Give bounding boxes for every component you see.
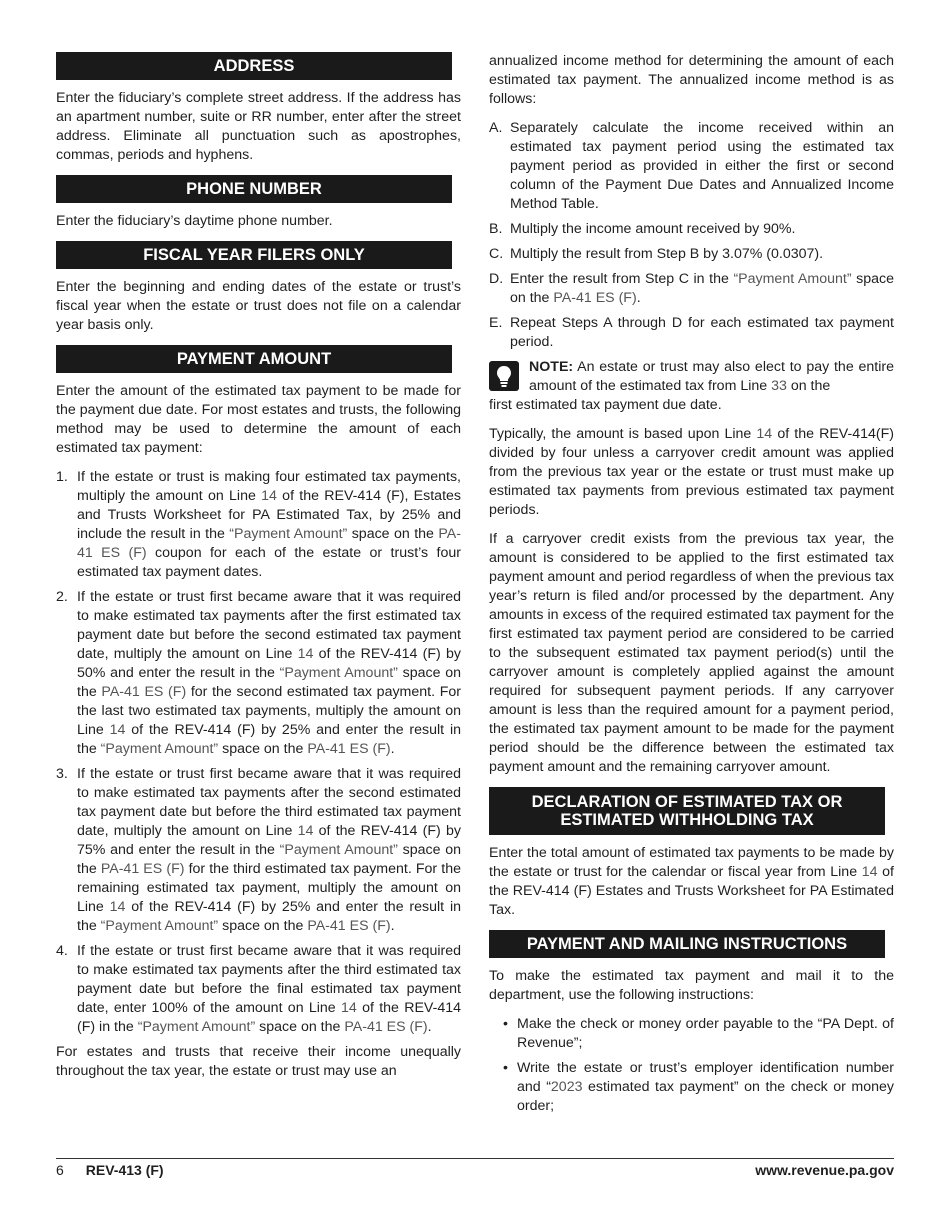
mailing-bullet-2: • Write the estate or trust’s employer identification number and “2023 estimated tax payment” on the check or money order; — [503, 1060, 894, 1114]
carryover-text: If a carryover credit exists from the previous tax year, the amount is considered to be applied to the first estimated tax payment amount and period regardless of when the previous tax year’s return is filed and/or processed by the department. Any amounts in excess of the required estimated tax payment for the first estimated tax payment period are considered to be carried to the subsequent estimated tax payment period(s) until the carryover amount is completely applied against the amount required for subsequent payment periods. If any carryover amount is less than the required amount for a payment period, the estimated tax payment amount to be made for the payment period should be the difference between the estimated tax payment amount and the remaining carryover amount. — [489, 531, 894, 775]
payment-step-1: 1. If the estate or trust is making four estimated tax payments, multiply the amount on Line 14 of the REV-414 (F), Estates and Trusts Worksheet for PA Estimated Tax, by 25% and include the result in the “Payment Amount” space on the PA-41 ES (F) coupon for each of the estate or trust’s four estimated tax payment dates. — [56, 469, 461, 580]
step-number: 4. — [56, 943, 68, 959]
step-c: C. Multiply the result from Step B by 3.07% (0.0307). — [489, 246, 824, 262]
step-letter: A. — [489, 120, 503, 136]
left-column — [56, 52, 461, 1091]
payment-intro: Enter the amount of the estimated tax payment to be made for the payment due date. For most estates and trusts, the following method may be used to determine the amount of each estimated tax payment: — [56, 383, 461, 456]
step-b: B. Multiply the income amount received by 90%. — [489, 221, 796, 237]
footer-left — [56, 1161, 164, 1180]
step-letter: D. — [489, 271, 504, 287]
mailing-intro: To make the estimated tax payment and mail it to the department, use the following instructions: — [489, 968, 894, 1003]
mailing-heading: PAYMENT AND MAILING INSTRUCTIONS — [489, 930, 885, 958]
step-a: A. Separately calculate the income received within an estimated tax payment period using the estimated tax payment period as provided in either the first or second column of the Payment Due Dates and Annualized Income Method Table. — [489, 120, 894, 212]
website-link[interactable]: www.revenue.pa.gov — [755, 1162, 894, 1178]
annualized-steps-list — [489, 119, 894, 352]
fiscal-text: Enter the beginning and ending dates of the estate or trust’s fiscal year when the estate or trust does not file on a calendar year basis only. — [56, 279, 461, 333]
unequal-income-text: For estates and trusts that receive their income unequally throughout the tax year, the estate or trust may use an — [56, 1044, 461, 1079]
payment-heading: PAYMENT AMOUNT — [56, 345, 452, 373]
footer-divider — [56, 1158, 894, 1159]
fiscal-heading: FISCAL YEAR FILERS ONLY — [56, 241, 452, 269]
declaration-text: Enter the total amount of estimated tax payments to be made by the estate or trust for the calendar or fiscal year from Line 14 of the REV-414 (F) Estates and Trusts Worksheet for PA Estimated Tax. — [489, 845, 894, 918]
step-d: D. Enter the result from Step C in the “Payment Amount” space on the PA-41 ES (F). — [489, 271, 894, 306]
lightbulb-icon — [489, 361, 519, 391]
payment-step-2: 2. If the estate or trust first became aware that it was required to make estimated tax payments after the first estimated tax payment date but before the second estimated tax payment date, multiply the amount on Line 14 of the REV-414 (F) by 50% and enter the result in the “Payment Amount” space on the PA-41 ES (F) for the second estimated tax payment. For the last two estimated tax payments, multiply the amount on Line 14 of the REV-414 (F) by 25% and enter the result in the “Payment Amount” space on the PA-41 ES (F). — [56, 589, 461, 757]
payment-step-3: 3. If the estate or trust first became aware that it was required to make estimated tax payments after the second estimated tax payment date but before the third estimated tax payment date, multiply the amount on Line 14 of the REV-414 (F) by 75% and enter the result in the “Payment Amount” space on the PA-41 ES (F) for the third estimated tax payment. For the remaining estimated tax payment, multiply the amount on Line 14 of the REV-414 (F) by 25% and enter the result in the “Payment Amount” space on the PA-41 ES (F). — [56, 766, 461, 934]
address-text: Enter the fiduciary’s complete street address. If the address has an apartment number, suite or RR number, enter after the street address. Eliminate all punctuation such as apostrophes, commas, periods and hyphens. — [56, 90, 461, 163]
declaration-heading: DECLARATION OF ESTIMATED TAX OR ESTIMATED WITHHOLDING TAX — [489, 787, 885, 835]
mailing-bullet-1: • Make the check or money order payable to the “PA Dept. of Revenue”; — [503, 1016, 894, 1051]
mailing-bullets — [489, 1015, 894, 1116]
typically-text: Typically, the amount is based upon Line 14 of the REV-414(F) divided by four unless a carryover credit amount was applied from the previous tax year or the estate or trust must make up estimated tax payments from previous estimated tax payment periods. — [489, 426, 894, 518]
note-label: NOTE: — [529, 359, 574, 375]
step-e: E. Repeat Steps A through D for each estimated tax payment period. — [489, 315, 894, 350]
step-letter: C. — [489, 246, 504, 262]
payment-step-4: 4. If the estate or trust first became aware that it was required to make estimated tax payments after the third estimated tax payment date but before the final estimated tax payment date, enter 100% of the amount on Line 14 of the REV-414 (F) in the “Payment Amount” space on the PA-41 ES (F). — [56, 943, 461, 1035]
address-heading: ADDRESS — [56, 52, 452, 80]
phone-heading: PHONE NUMBER — [56, 175, 452, 203]
phone-text: Enter the fiduciary’s daytime phone number. — [56, 213, 333, 229]
form-number: REV-413 (F) — [85, 1162, 164, 1178]
step-number: 2. — [56, 589, 68, 605]
note-block: NOTE: An estate or trust may also elect to pay the entire amount of the estimated tax from Line 33 on the first estimated tax payment due date. — [489, 359, 894, 413]
step-letter: E. — [489, 315, 503, 331]
annualized-method-text: annualized income method for determining the amount of each estimated tax payment. The annualized income method is as follows: — [489, 53, 894, 107]
right-column — [489, 52, 894, 1122]
step-number: 3. — [56, 766, 68, 782]
payment-steps-list — [56, 468, 461, 1037]
bullet-dot: • — [503, 1016, 508, 1032]
step-letter: B. — [489, 221, 503, 237]
bullet-dot: • — [503, 1060, 508, 1076]
page-number: 6 — [56, 1162, 64, 1178]
step-number: 1. — [56, 469, 68, 485]
